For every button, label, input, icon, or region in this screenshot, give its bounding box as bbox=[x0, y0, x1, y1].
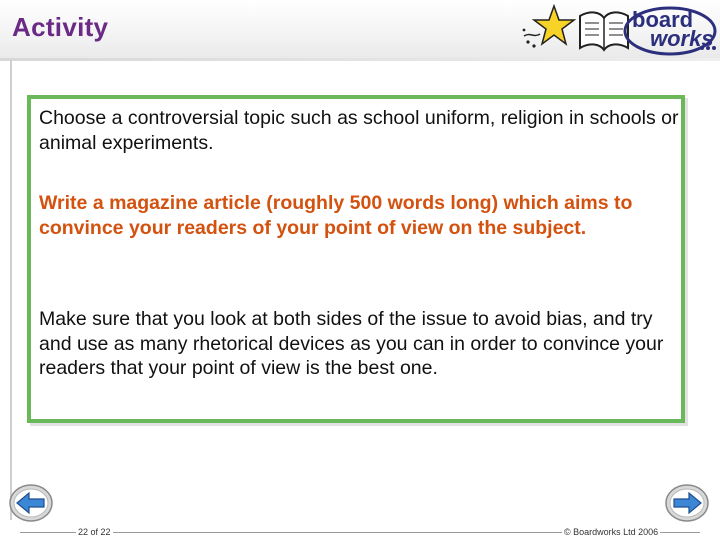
left-margin-rule bbox=[10, 60, 12, 520]
header-divider bbox=[0, 58, 720, 61]
page-number: 22 of 22 bbox=[78, 527, 111, 537]
slide-title: Activity bbox=[12, 12, 109, 42]
boardworks-logo bbox=[520, 4, 718, 58]
task-paragraph: Write a magazine article (roughly 500 words long) which aims to convince your readers of your point of view on the subject. bbox=[39, 192, 633, 239]
activity-box bbox=[27, 95, 685, 423]
logo-text-works: works bbox=[650, 26, 714, 51]
logo-text-board: board bbox=[632, 7, 694, 32]
next-slide-button[interactable] bbox=[664, 482, 710, 524]
advice-paragraph: Make sure that you look at both sides of the issue to avoid bias, and try and use as many rhetorical devices as you can in order to convince your readers that your point of view is the best one. bbox=[39, 308, 664, 379]
footer-rule-left bbox=[20, 532, 80, 533]
copyright-notice: © Boardworks Ltd 2006 bbox=[564, 527, 659, 537]
arrow-left-icon bbox=[8, 482, 54, 524]
arrow-right-icon bbox=[664, 482, 710, 524]
footer-rule-middle bbox=[112, 532, 572, 533]
star-icon bbox=[520, 4, 576, 54]
previous-slide-button[interactable] bbox=[8, 482, 54, 524]
intro-paragraph: Choose a controversial topic such as school uniform, religion in schools or animal experiments. bbox=[39, 107, 679, 154]
